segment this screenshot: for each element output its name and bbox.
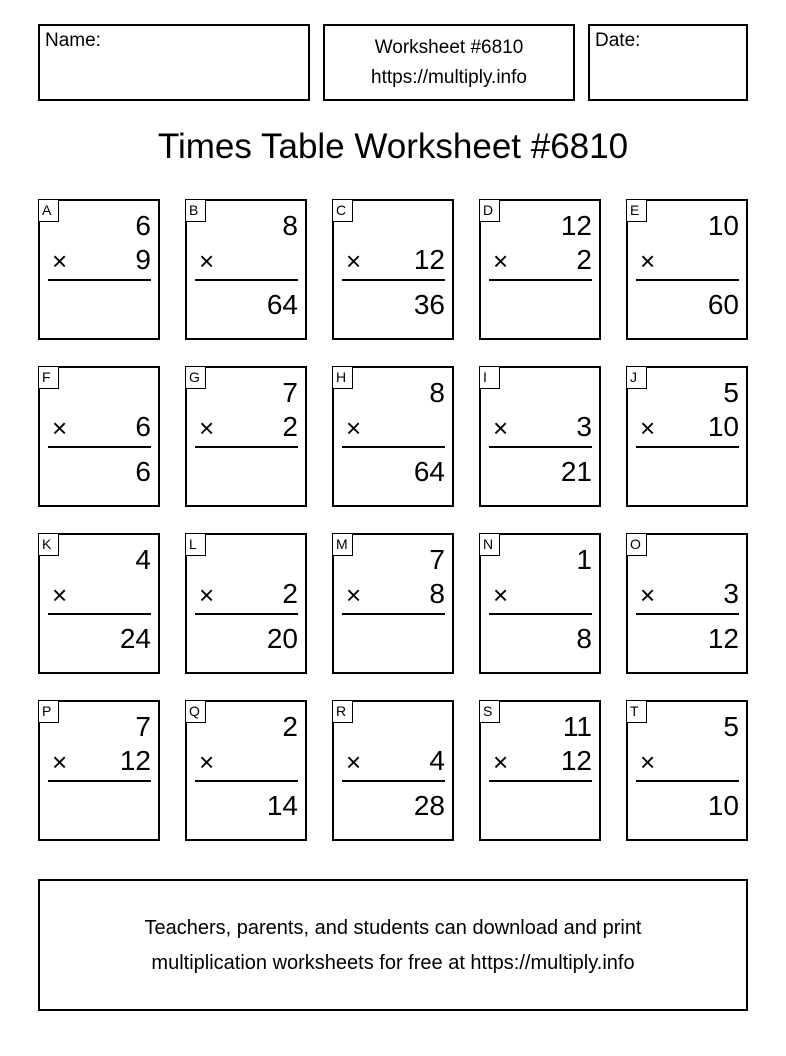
times-sign: × (52, 747, 68, 777)
times-sign: × (52, 580, 68, 610)
problem-card[interactable] (479, 199, 601, 340)
problem-top-number: 7 (135, 711, 151, 742)
problem-rule (342, 279, 445, 281)
worksheet-number: Worksheet #6810 (374, 37, 524, 58)
problem-bottom-number: 8 (429, 578, 445, 609)
problem-top-number: 8 (429, 377, 445, 408)
problem-answer: 10 (707, 790, 739, 821)
problem-letter: A (38, 199, 59, 222)
worksheet-url: https://multiply.info (371, 67, 527, 88)
problem-rule (48, 446, 151, 448)
times-sign: × (199, 413, 215, 443)
problem-top-number: 1 (576, 544, 592, 575)
problem-bottom-number: 4 (429, 745, 445, 776)
problem-top-number: 12 (560, 210, 592, 241)
times-sign: × (199, 580, 215, 610)
problem-bottom-number: 12 (119, 745, 151, 776)
date-label: Date: (595, 30, 641, 51)
problem-letter: D (479, 199, 500, 222)
problem-rule (489, 613, 592, 615)
problem-rule (636, 446, 739, 448)
times-sign: × (52, 413, 68, 443)
problem-card[interactable] (479, 700, 601, 841)
problem-answer: 21 (560, 456, 592, 487)
problem-bottom-number: 2 (576, 244, 592, 275)
problem-bottom-number: 3 (723, 578, 739, 609)
problem-card[interactable] (626, 533, 748, 674)
times-sign: × (346, 413, 362, 443)
problem-rule (195, 613, 298, 615)
problem-rule (195, 279, 298, 281)
problem-letter: P (38, 700, 59, 723)
problem-card[interactable] (38, 700, 160, 841)
footer-line-1: Teachers, parents, and students can download and print (144, 917, 642, 939)
problem-letter: B (185, 199, 206, 222)
problem-letter: S (479, 700, 500, 723)
problem-bottom-number: 12 (413, 244, 445, 275)
problem-letter: G (185, 366, 206, 389)
problem-card[interactable] (332, 533, 454, 674)
problem-letter: L (185, 533, 206, 556)
problem-card[interactable] (38, 366, 160, 507)
problem-card[interactable] (479, 533, 601, 674)
problem-rule (48, 780, 151, 782)
problem-answer: 64 (266, 289, 298, 320)
times-sign: × (493, 413, 509, 443)
problem-rule (195, 446, 298, 448)
problem-rule (636, 279, 739, 281)
times-sign: × (493, 747, 509, 777)
footer-box (38, 879, 748, 1011)
problem-answer: 20 (266, 623, 298, 654)
problem-letter: I (479, 366, 500, 389)
problem-top-number: 6 (135, 210, 151, 241)
problem-bottom-number: 9 (135, 244, 151, 275)
problem-top-number: 7 (429, 544, 445, 575)
problem-rule (636, 780, 739, 782)
times-sign: × (640, 747, 656, 777)
problem-bottom-number: 3 (576, 411, 592, 442)
problem-top-number: 7 (282, 377, 298, 408)
problem-answer: 24 (119, 623, 151, 654)
times-sign: × (346, 246, 362, 276)
problem-letter: J (626, 366, 647, 389)
footer-line-2: multiplication worksheets for free at https://multiply.info (151, 952, 635, 974)
problem-top-number: 5 (723, 711, 739, 742)
problem-card[interactable] (626, 700, 748, 841)
times-sign: × (640, 580, 656, 610)
problem-answer: 60 (707, 289, 739, 320)
problem-card[interactable] (332, 366, 454, 507)
problem-card[interactable] (38, 533, 160, 674)
times-sign: × (199, 747, 215, 777)
problem-card[interactable] (38, 199, 160, 340)
problem-answer: 12 (707, 623, 739, 654)
problem-top-number: 11 (562, 711, 592, 742)
problem-rule (195, 780, 298, 782)
name-label: Name: (45, 30, 101, 51)
problem-rule (636, 613, 739, 615)
problem-answer: 64 (413, 456, 445, 487)
problem-card[interactable] (332, 199, 454, 340)
problem-bottom-number: 2 (282, 411, 298, 442)
times-sign: × (199, 246, 215, 276)
problem-bottom-number: 12 (560, 745, 592, 776)
problem-rule (342, 780, 445, 782)
worksheet-info-box (323, 24, 575, 101)
times-sign: × (52, 246, 68, 276)
problem-card[interactable] (332, 700, 454, 841)
name-field-box[interactable] (38, 24, 310, 101)
problem-bottom-number: 2 (282, 578, 298, 609)
times-sign: × (493, 246, 509, 276)
problem-top-number: 8 (282, 210, 298, 241)
problem-top-number: 10 (707, 210, 739, 241)
problem-letter: M (332, 533, 353, 556)
problem-card[interactable] (185, 366, 307, 507)
problem-bottom-number: 6 (135, 411, 151, 442)
problem-letter: E (626, 199, 647, 222)
problem-rule (48, 279, 151, 281)
problem-answer: 8 (576, 623, 592, 654)
problem-rule (342, 446, 445, 448)
problem-answer: 6 (135, 456, 151, 487)
times-sign: × (493, 580, 509, 610)
problem-rule (489, 446, 592, 448)
problem-letter: T (626, 700, 647, 723)
problem-rule (489, 780, 592, 782)
problem-answer: 28 (413, 790, 445, 821)
problem-top-number: 4 (135, 544, 151, 575)
times-sign: × (640, 413, 656, 443)
problem-answer: 14 (266, 790, 298, 821)
problem-rule (48, 613, 151, 615)
problem-card[interactable] (479, 366, 601, 507)
problem-letter: H (332, 366, 353, 389)
problem-card[interactable] (626, 366, 748, 507)
problem-top-number: 5 (723, 377, 739, 408)
times-sign: × (640, 246, 656, 276)
problem-letter: K (38, 533, 59, 556)
problem-card[interactable] (185, 533, 307, 674)
problem-rule (342, 613, 445, 615)
page-title: Times Table Worksheet #6810 (157, 127, 629, 166)
problem-letter: Q (185, 700, 206, 723)
times-sign: × (346, 747, 362, 777)
problem-rule (489, 279, 592, 281)
problem-card[interactable] (185, 700, 307, 841)
times-sign: × (346, 580, 362, 610)
problem-letter: N (479, 533, 500, 556)
problem-letter: C (332, 199, 353, 222)
problem-letter: R (332, 700, 353, 723)
problem-bottom-number: 10 (707, 411, 739, 442)
problem-top-number: 2 (282, 711, 298, 742)
problem-answer: 36 (413, 289, 445, 320)
problem-card[interactable] (626, 199, 748, 340)
problem-letter: O (626, 533, 647, 556)
problem-card[interactable] (185, 199, 307, 340)
date-field-box[interactable] (588, 24, 748, 101)
problem-letter: F (38, 366, 59, 389)
